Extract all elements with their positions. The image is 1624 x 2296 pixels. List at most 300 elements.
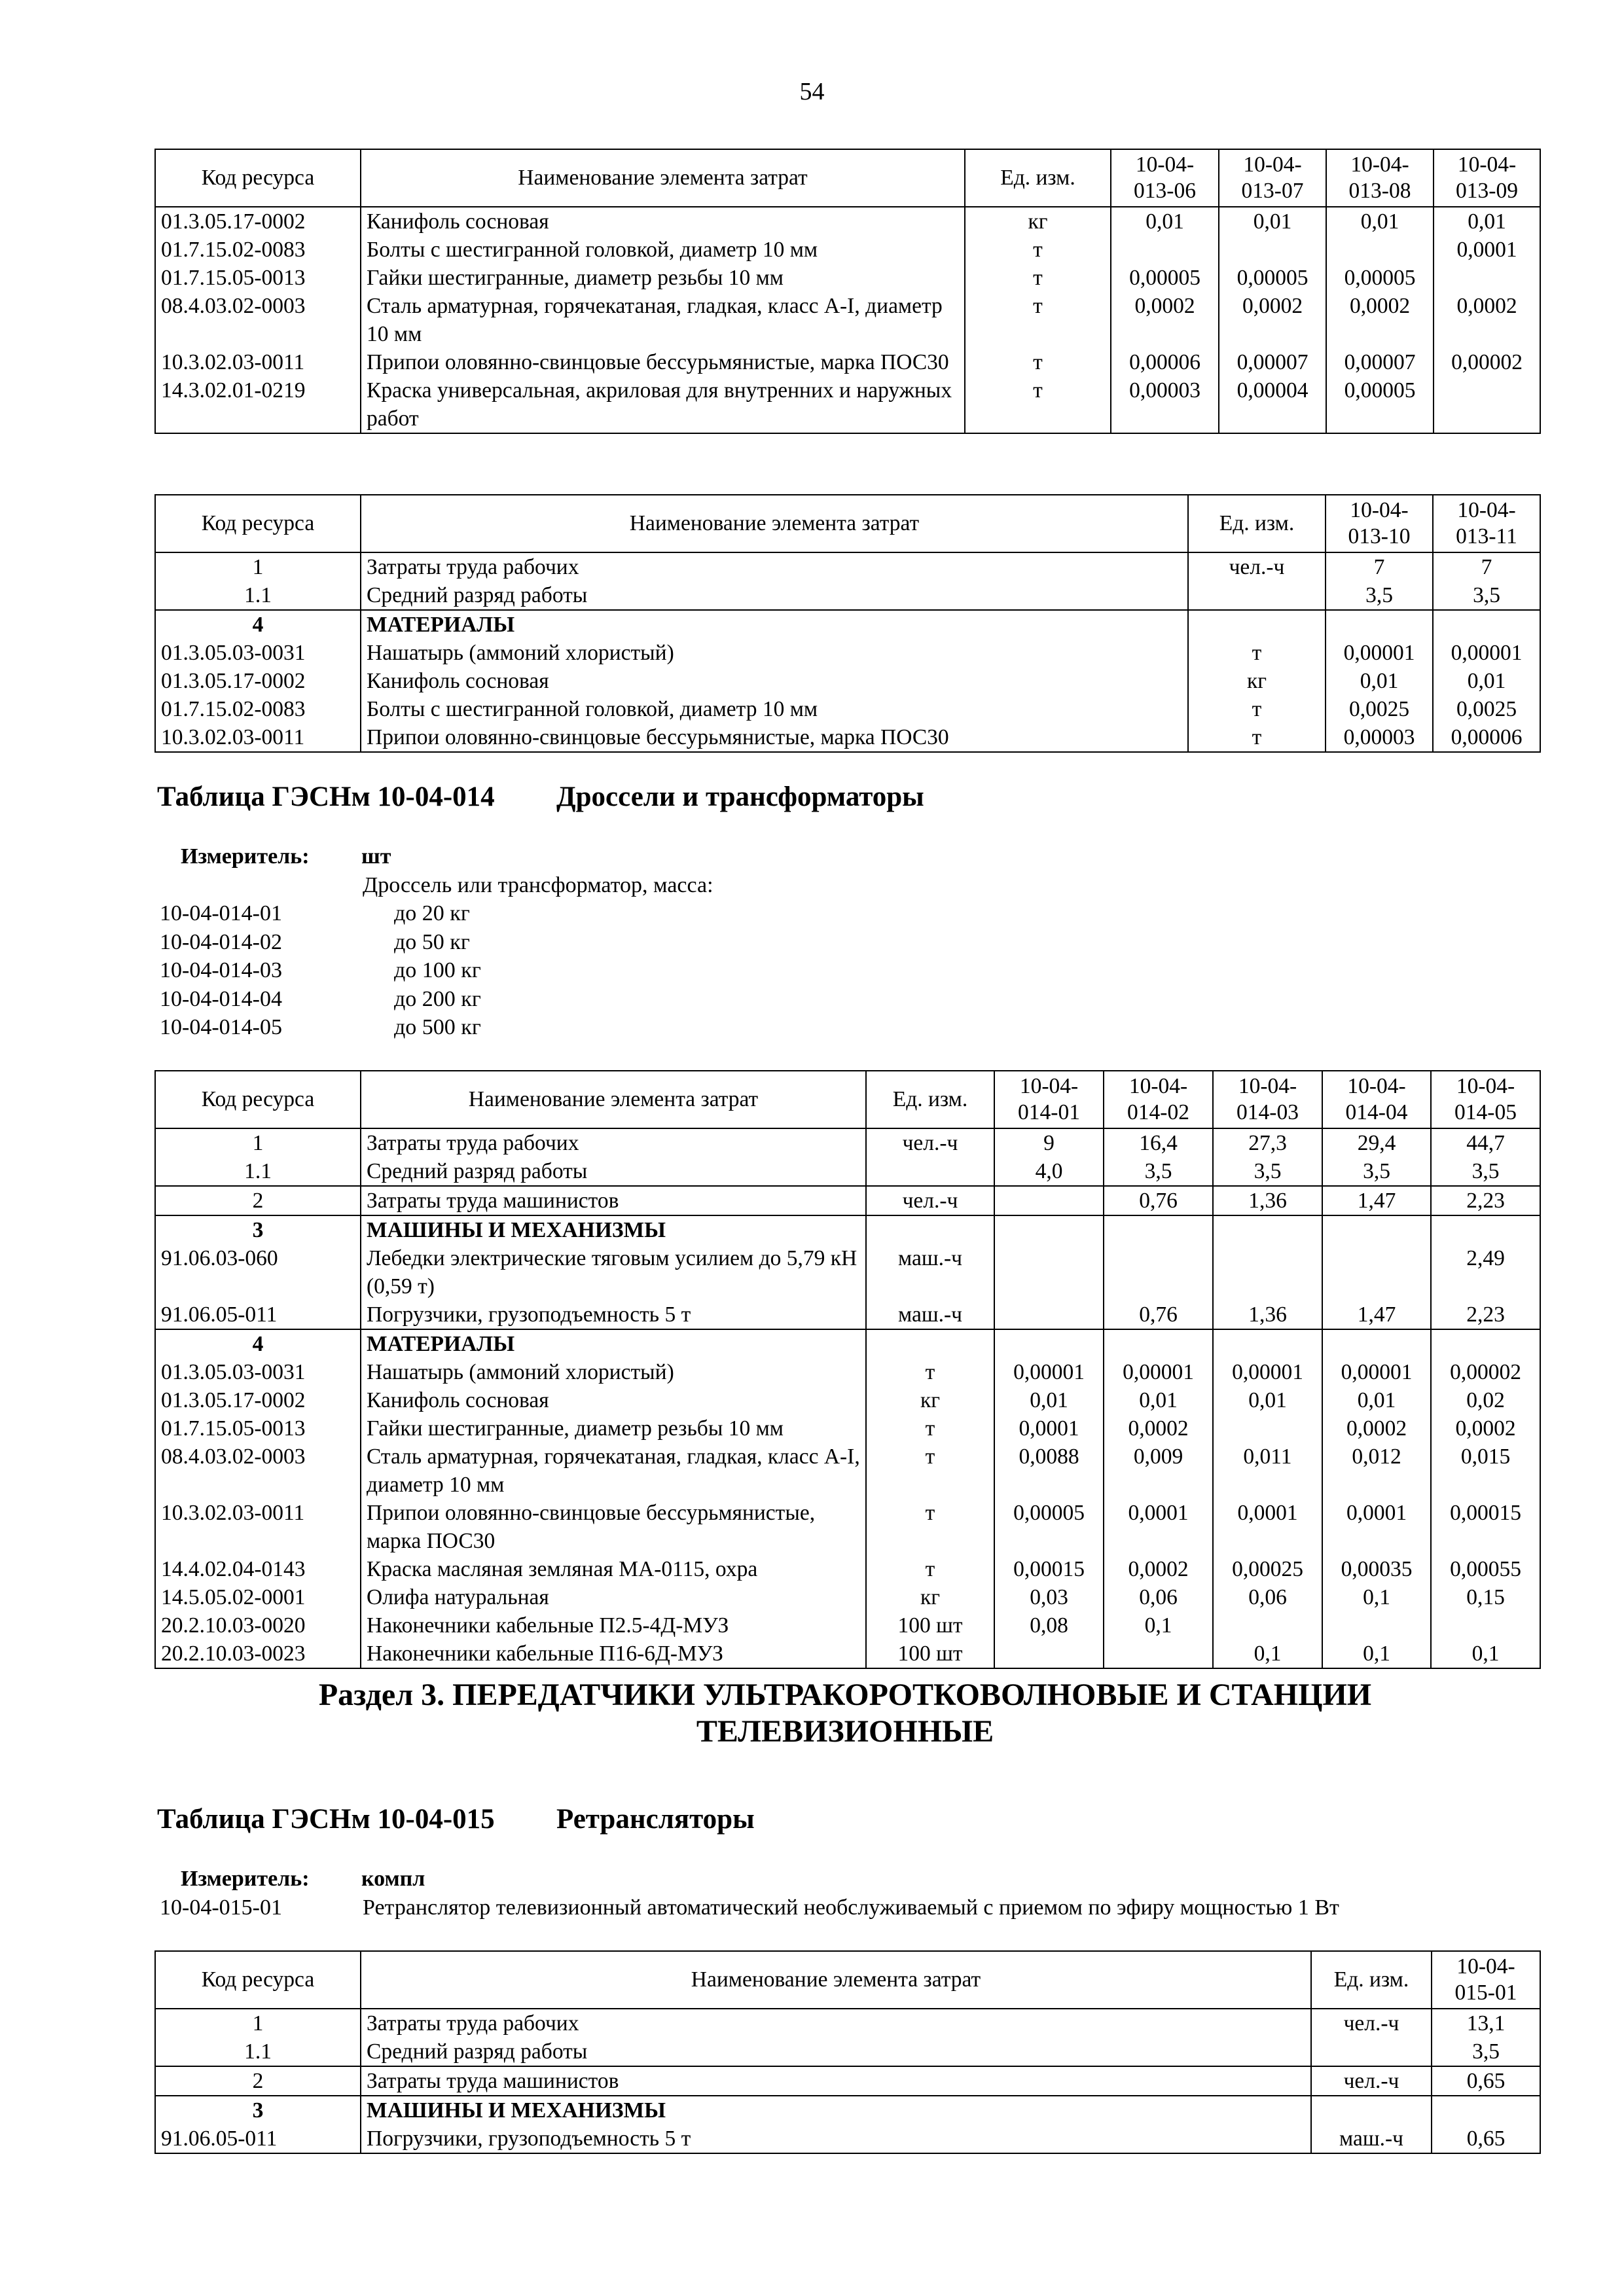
norm-value [1213, 1611, 1322, 1640]
unit-of-measure: т [1188, 723, 1326, 752]
resource-code: 08.4.03.02-0003 [155, 292, 361, 348]
resource-code: 4 [155, 610, 361, 639]
resource-code: 08.4.03.02-0003 [155, 1443, 361, 1499]
item-code: 10-04-014-01 [160, 901, 282, 925]
table-row [155, 2096, 1540, 2125]
table-row [155, 2066, 1540, 2096]
norm-value: 0,01 [1111, 207, 1219, 236]
norm-value: 7 [1433, 552, 1540, 581]
resource-code: 91.06.05-011 [155, 2125, 361, 2153]
cost-element-name: Болты с шестигранной головкой, диаметр 10 мм [361, 236, 965, 264]
unit-of-measure [1311, 2096, 1432, 2125]
norm-value [1326, 236, 1434, 264]
cost-element-name: Средний разряд работы [361, 1157, 866, 1186]
unit-of-measure: т [866, 1443, 994, 1499]
resource-code: 01.3.05.17-0002 [155, 207, 361, 236]
table-row [155, 2009, 1540, 2037]
item-text: до 50 кг [394, 929, 470, 954]
table-row [155, 1157, 1540, 1186]
cost-element-name: Болты с шестигранной головкой, диаметр 10 мм [361, 695, 1188, 723]
cost-element-name: Припои оловянно-свинцовые бессурьмянистые, марка ПОС30 [361, 1499, 866, 1555]
unit-of-measure: чел.-ч [1311, 2066, 1432, 2096]
norm-value: 3,5 [1104, 1157, 1213, 1186]
item-code: 10-04-014-03 [160, 958, 282, 982]
norm-value: 0,65 [1432, 2125, 1540, 2153]
column-header: Ед. изм. [866, 1071, 994, 1128]
table-row [155, 207, 1540, 236]
unit-of-measure: кг [866, 1583, 994, 1611]
column-header: 10-04- 013-08 [1326, 149, 1434, 207]
column-header: 10-04- 014-05 [1431, 1071, 1540, 1128]
norm-value: 0,00035 [1322, 1555, 1431, 1583]
norm-value: 0,0002 [1434, 292, 1540, 348]
norm-value [994, 1300, 1104, 1329]
norm-value: 0,1 [1322, 1640, 1431, 1668]
norm-value: 27,3 [1213, 1128, 1322, 1157]
item-code: 10-04-014-04 [160, 986, 282, 1011]
cost-element-name: Краска масляная земляная МА-0115, охра [361, 1555, 866, 1583]
item-text: до 100 кг [394, 958, 481, 982]
table-row [155, 723, 1540, 752]
cost-element-name: Средний разряд работы [361, 581, 1188, 610]
norm-value: 0,01 [1433, 667, 1540, 695]
norm-value: 0,00002 [1431, 1358, 1540, 1386]
table-014-name: Дроссели и трансформаторы [556, 781, 924, 812]
resource-code: 01.7.15.02-0083 [155, 236, 361, 264]
norm-value: 3,5 [1433, 581, 1540, 610]
resource-code: 10.3.02.03-0011 [155, 348, 361, 376]
item-code: 10-04-014-05 [160, 1015, 282, 1039]
norm-value: 13,1 [1432, 2009, 1540, 2037]
norm-value: 0,06 [1104, 1583, 1213, 1611]
column-header: Код ресурса [155, 1951, 361, 2009]
unit-of-measure: т [1188, 695, 1326, 723]
resource-code: 01.3.05.03-0031 [155, 1358, 361, 1386]
unit-of-measure [866, 1215, 994, 1244]
table-row [155, 1329, 1540, 1358]
norm-value: 2,49 [1431, 1244, 1540, 1300]
norm-value: 0,0002 [1322, 1414, 1431, 1443]
column-header: 10-04- 014-01 [994, 1071, 1104, 1128]
column-header: Ед. изм. [965, 149, 1111, 207]
column-header: 10-04- 013-07 [1219, 149, 1326, 207]
table-row [155, 1186, 1540, 1215]
resource-code: 10.3.02.03-0011 [155, 723, 361, 752]
norm-value [1104, 1640, 1213, 1668]
column-header: 10-04- 014-04 [1322, 1071, 1431, 1128]
resource-code: 01.3.05.17-0002 [155, 667, 361, 695]
norm-value: 0,00004 [1219, 376, 1326, 433]
norm-value: 0,00001 [994, 1358, 1104, 1386]
unit-of-measure: т [965, 264, 1111, 292]
meter-unit: компл [361, 1867, 425, 1891]
cost-element-name: Олифа натуральная [361, 1583, 866, 1611]
resource-table-014 [154, 1070, 1541, 1669]
cost-element-name: МАТЕРИАЛЫ [361, 1329, 866, 1358]
unit-of-measure: маш.-ч [866, 1244, 994, 1300]
norm-value [1213, 1244, 1322, 1300]
table-header-row [155, 1951, 1540, 2009]
resource-code: 2 [155, 1186, 361, 1215]
resource-code: 14.5.05.02-0001 [155, 1583, 361, 1611]
resource-code: 1.1 [155, 581, 361, 610]
table-row [155, 292, 1540, 348]
resource-code: 1 [155, 2009, 361, 2037]
norm-value: 29,4 [1322, 1128, 1431, 1157]
unit-of-measure: т [965, 376, 1111, 433]
cost-element-name: Гайки шестигранные, диаметр резьбы 10 мм [361, 264, 965, 292]
unit-of-measure [866, 1157, 994, 1186]
norm-value: 0,0001 [1104, 1499, 1213, 1555]
norm-value [1322, 1329, 1431, 1358]
norm-value: 1,36 [1213, 1300, 1322, 1329]
norm-value [1432, 2096, 1540, 2125]
norm-value: 3,5 [1322, 1157, 1431, 1186]
norm-value: 0,0001 [1322, 1499, 1431, 1555]
norm-value [1213, 1215, 1322, 1244]
table-015-title [157, 1803, 755, 1835]
norm-value: 0,00007 [1219, 348, 1326, 376]
table-014-title [157, 781, 924, 813]
resource-table-015 [154, 1950, 1541, 2154]
norm-value: 0,00055 [1431, 1555, 1540, 1583]
column-header: 10-04- 015-01 [1432, 1951, 1540, 2009]
norm-value: 0,01 [1326, 207, 1434, 236]
resource-code: 10.3.02.03-0011 [155, 1499, 361, 1555]
column-header: Ед. изм. [1188, 495, 1326, 552]
norm-value [1104, 1244, 1213, 1300]
unit-of-measure: кг [866, 1386, 994, 1414]
norm-value: 0,00015 [994, 1555, 1104, 1583]
unit-of-measure: чел.-ч [1311, 2009, 1432, 2037]
norm-value: 0,0002 [1111, 292, 1219, 348]
cost-element-name: МАШИНЫ И МЕХАНИЗМЫ [361, 1215, 866, 1244]
section-3-title: Раздел 3. ПЕРЕДАТЧИКИ УЛЬТРАКОРОТКОВОЛНОВЫЕ И СТАНЦИИ ТЕЛЕВИЗИОННЫЕ [318, 1677, 1372, 1749]
table-row [155, 1443, 1540, 1499]
norm-value: 4,0 [994, 1157, 1104, 1186]
norm-value: 0,00002 [1434, 348, 1540, 376]
resource-code: 3 [155, 2096, 361, 2125]
resource-code: 14.4.02.04-0143 [155, 1555, 361, 1583]
column-header: Ед. изм. [1311, 1951, 1432, 2009]
cost-element-name: МАТЕРИАЛЫ [361, 610, 1188, 639]
unit-of-measure: т [866, 1358, 994, 1386]
unit-of-measure: т [965, 236, 1111, 264]
item-code: 10-04-015-01 [160, 1895, 282, 1920]
cost-element-name: Погрузчики, грузоподъемность 5 т [361, 1300, 866, 1329]
norm-value: 1,47 [1322, 1186, 1431, 1215]
table-row [155, 1358, 1540, 1386]
table-row [155, 348, 1540, 376]
norm-value: 0,00005 [994, 1499, 1104, 1555]
norm-value: 0,011 [1213, 1443, 1322, 1499]
unit-of-measure: маш.-ч [866, 1300, 994, 1329]
norm-value: 0,015 [1431, 1443, 1540, 1499]
norm-value: 0,1 [1431, 1640, 1540, 1668]
column-header: 10-04- 013-11 [1433, 495, 1540, 552]
norm-value: 3,5 [1432, 2037, 1540, 2066]
cost-element-name: Затраты труда машинистов [361, 1186, 866, 1215]
norm-value [994, 1244, 1104, 1300]
norm-value: 16,4 [1104, 1128, 1213, 1157]
norm-value [1434, 376, 1540, 433]
norm-value: 0,03 [994, 1583, 1104, 1611]
norm-value: 0,00006 [1433, 723, 1540, 752]
table-row [155, 1386, 1540, 1414]
cost-element-name: Сталь арматурная, горячекатаная, гладкая, класс А-I, диаметр 10 мм [361, 292, 965, 348]
norm-value [994, 1329, 1104, 1358]
unit-of-measure: 100 шт [866, 1611, 994, 1640]
unit-of-measure [1188, 581, 1326, 610]
norm-value: 0,00001 [1433, 639, 1540, 667]
table-row [155, 376, 1540, 433]
column-header: Код ресурса [155, 495, 361, 552]
norm-value: 0,00005 [1326, 264, 1434, 292]
table-header-row [155, 1071, 1540, 1128]
norm-value [1434, 264, 1540, 292]
norm-value: 1,36 [1213, 1186, 1322, 1215]
column-header: Наименование элемента затрат [361, 1071, 866, 1128]
norm-value [1326, 610, 1433, 639]
unit-of-measure: т [1188, 639, 1326, 667]
norm-value: 9 [994, 1128, 1104, 1157]
norm-value: 0,012 [1322, 1443, 1431, 1499]
norm-value: 0,00005 [1111, 264, 1219, 292]
norm-value: 1,47 [1322, 1300, 1431, 1329]
unit-of-measure: т [866, 1414, 994, 1443]
resource-table-013-06-09 [154, 149, 1541, 434]
cost-element-name: Припои оловянно-свинцовые бессурьмянистые, марка ПОС30 [361, 723, 1188, 752]
column-header: Наименование элемента затрат [361, 1951, 1311, 2009]
unit-of-measure: чел.-ч [1188, 552, 1326, 581]
norm-value: 0,0025 [1326, 695, 1433, 723]
table-015-code: Таблица ГЭСНм 10-04-015 [157, 1804, 495, 1835]
norm-value: 2,23 [1431, 1300, 1540, 1329]
cost-element-name: Нашатырь (аммоний хлористый) [361, 639, 1188, 667]
table-row [155, 1244, 1540, 1300]
norm-value: 0,0002 [1326, 292, 1434, 348]
norm-value: 0,01 [1434, 207, 1540, 236]
norm-value: 0,01 [1219, 207, 1326, 236]
norm-value: 3,5 [1431, 1157, 1540, 1186]
norm-value [1213, 1414, 1322, 1443]
cost-element-name: Затраты труда машинистов [361, 2066, 1311, 2096]
table-row [155, 667, 1540, 695]
norm-value: 0,0001 [1213, 1499, 1322, 1555]
table-row [155, 1555, 1540, 1583]
table-row [155, 2037, 1540, 2066]
table-row [155, 264, 1540, 292]
table-row [155, 1583, 1540, 1611]
norm-value: 0,1 [1322, 1583, 1431, 1611]
resource-code: 20.2.10.03-0020 [155, 1611, 361, 1640]
cost-element-name: Затраты труда рабочих [361, 2009, 1311, 2037]
norm-value [994, 1215, 1104, 1244]
table-row [155, 695, 1540, 723]
norm-value: 0,0088 [994, 1443, 1104, 1499]
resource-code: 91.06.05-011 [155, 1300, 361, 1329]
unit-of-measure: чел.-ч [866, 1186, 994, 1215]
norm-value: 0,0002 [1104, 1555, 1213, 1583]
resource-code: 01.3.05.17-0002 [155, 1386, 361, 1414]
cost-element-name: Лебедки электрические тяговым усилием до 5,79 кН (0,59 т) [361, 1244, 866, 1300]
resource-code: 1.1 [155, 1157, 361, 1186]
unit-of-measure [1188, 610, 1326, 639]
norm-value: 0,0025 [1433, 695, 1540, 723]
norm-value: 0,00003 [1326, 723, 1433, 752]
column-header: Наименование элемента затрат [361, 495, 1188, 552]
norm-value: 0,01 [1213, 1386, 1322, 1414]
column-header: Наименование элемента затрат [361, 149, 965, 207]
page-number: 54 [799, 78, 825, 105]
norm-value: 0,1 [1104, 1611, 1213, 1640]
column-header: 10-04- 014-03 [1213, 1071, 1322, 1128]
table-row [155, 1128, 1540, 1157]
norm-value: 0,00001 [1104, 1358, 1213, 1386]
norm-value [1433, 610, 1540, 639]
norm-value: 0,00015 [1431, 1499, 1540, 1555]
norm-value: 0,65 [1432, 2066, 1540, 2096]
unit-of-measure: чел.-ч [866, 1128, 994, 1157]
norm-value [1431, 1329, 1540, 1358]
cost-element-name: Канифоль сосновая [361, 207, 965, 236]
table-header-row [155, 495, 1540, 552]
norm-value [994, 1186, 1104, 1215]
resource-code: 1.1 [155, 2037, 361, 2066]
item-code: 10-04-014-02 [160, 929, 282, 954]
norm-value: 0,0001 [1434, 236, 1540, 264]
table-row [155, 552, 1540, 581]
resource-code: 1 [155, 1128, 361, 1157]
norm-value [1322, 1611, 1431, 1640]
meter-unit: шт [361, 844, 391, 869]
unit-of-measure: 100 шт [866, 1640, 994, 1668]
norm-value: 0,00003 [1111, 376, 1219, 433]
cost-element-name: Погрузчики, грузоподъемность 5 т [361, 2125, 1311, 2153]
table-row [155, 236, 1540, 264]
norm-value: 3,5 [1213, 1157, 1322, 1186]
cost-element-name: Затраты труда рабочих [361, 1128, 866, 1157]
table-row [155, 639, 1540, 667]
cost-element-name: Средний разряд работы [361, 2037, 1311, 2066]
norm-value [1322, 1215, 1431, 1244]
resource-table-013-10-11 [154, 494, 1541, 753]
cost-element-name: МАШИНЫ И МЕХАНИЗМЫ [361, 2096, 1311, 2125]
column-header: Код ресурса [155, 149, 361, 207]
unit-of-measure [866, 1329, 994, 1358]
norm-value: 7 [1326, 552, 1433, 581]
item-text: до 20 кг [394, 901, 470, 925]
unit-of-measure: маш.-ч [1311, 2125, 1432, 2153]
norm-value: 0,15 [1431, 1583, 1540, 1611]
meter-label: Измеритель: [181, 1867, 310, 1891]
cost-element-name: Гайки шестигранные, диаметр резьбы 10 мм [361, 1414, 866, 1443]
norm-value: 0,02 [1431, 1386, 1540, 1414]
norm-value [1104, 1329, 1213, 1358]
norm-value [994, 1640, 1104, 1668]
table-row [155, 610, 1540, 639]
norm-value: 0,00001 [1213, 1358, 1322, 1386]
cost-element-name: Нашатырь (аммоний хлористый) [361, 1358, 866, 1386]
norm-value: 2,23 [1431, 1186, 1540, 1215]
norm-value: 0,1 [1213, 1640, 1322, 1668]
norm-value: 3,5 [1326, 581, 1433, 610]
norm-value: 0,0002 [1219, 292, 1326, 348]
resource-code: 1 [155, 552, 361, 581]
item-text: Ретранслятор телевизионный автоматический необслуживаемый с приемом по эфиру мощностью 1 Вт [363, 1895, 1339, 1920]
norm-value [1431, 1215, 1540, 1244]
norm-value [1219, 236, 1326, 264]
norm-value [1431, 1611, 1540, 1640]
norm-value: 0,0002 [1104, 1414, 1213, 1443]
resource-code: 01.7.15.02-0083 [155, 695, 361, 723]
resource-code: 20.2.10.03-0023 [155, 1640, 361, 1668]
norm-value: 0,00007 [1326, 348, 1434, 376]
table-row [155, 2125, 1540, 2153]
norm-value [1111, 236, 1219, 264]
column-header: 10-04- 013-09 [1434, 149, 1540, 207]
norm-value: 0,01 [1322, 1386, 1431, 1414]
cost-element-name: Наконечники кабельные П16-6Д-МУЗ [361, 1640, 866, 1668]
table-row [155, 1499, 1540, 1555]
table-row [155, 1414, 1540, 1443]
norm-value [1322, 1244, 1431, 1300]
norm-value: 0,01 [994, 1386, 1104, 1414]
norm-value: 0,01 [1326, 667, 1433, 695]
unit-of-measure [1311, 2037, 1432, 2066]
table-row [155, 1215, 1540, 1244]
table-015-name: Ретрансляторы [556, 1804, 755, 1835]
unit-of-measure: т [866, 1555, 994, 1583]
cost-element-name: Краска универсальная, акриловая для внутренних и наружных работ [361, 376, 965, 433]
column-header: 10-04- 013-06 [1111, 149, 1219, 207]
cost-element-name: Затраты труда рабочих [361, 552, 1188, 581]
norm-value: 0,00025 [1213, 1555, 1322, 1583]
cost-element-name: Наконечники кабельные П2.5-4Д-МУЗ [361, 1611, 866, 1640]
norm-value: 0,00005 [1219, 264, 1326, 292]
cost-element-name: Припои оловянно-свинцовые бессурьмянистые, марка ПОС30 [361, 348, 965, 376]
norm-value: 0,009 [1104, 1443, 1213, 1499]
table-row [155, 1640, 1540, 1668]
unit-of-measure: т [965, 292, 1111, 348]
resource-code: 2 [155, 2066, 361, 2096]
cost-element-name: Канифоль сосновая [361, 1386, 866, 1414]
resource-code: 01.7.15.05-0013 [155, 264, 361, 292]
norm-value: 0,76 [1104, 1300, 1213, 1329]
resource-code: 01.3.05.03-0031 [155, 639, 361, 667]
resource-code: 14.3.02.01-0219 [155, 376, 361, 433]
cost-element-name: Канифоль сосновая [361, 667, 1188, 695]
norm-value: 0,0002 [1431, 1414, 1540, 1443]
norm-value: 0,0001 [994, 1414, 1104, 1443]
unit-of-measure: т [965, 348, 1111, 376]
column-header: 10-04- 014-02 [1104, 1071, 1213, 1128]
norm-value: 0,06 [1213, 1583, 1322, 1611]
norm-value [1104, 1215, 1213, 1244]
table-014-code: Таблица ГЭСНм 10-04-014 [157, 781, 495, 812]
cost-element-name: Сталь арматурная, горячекатаная, гладкая, класс А-I, диаметр 10 мм [361, 1443, 866, 1499]
column-header: Код ресурса [155, 1071, 361, 1128]
unit-of-measure: кг [965, 207, 1111, 236]
norm-value: 0,00001 [1326, 639, 1433, 667]
norm-value: 0,76 [1104, 1186, 1213, 1215]
unit-of-measure: кг [1188, 667, 1326, 695]
norm-value [1213, 1329, 1322, 1358]
meter-label: Измеритель: [181, 844, 310, 869]
resource-code: 4 [155, 1329, 361, 1358]
norm-value: 0,00005 [1326, 376, 1434, 433]
unit-of-measure: т [866, 1499, 994, 1555]
